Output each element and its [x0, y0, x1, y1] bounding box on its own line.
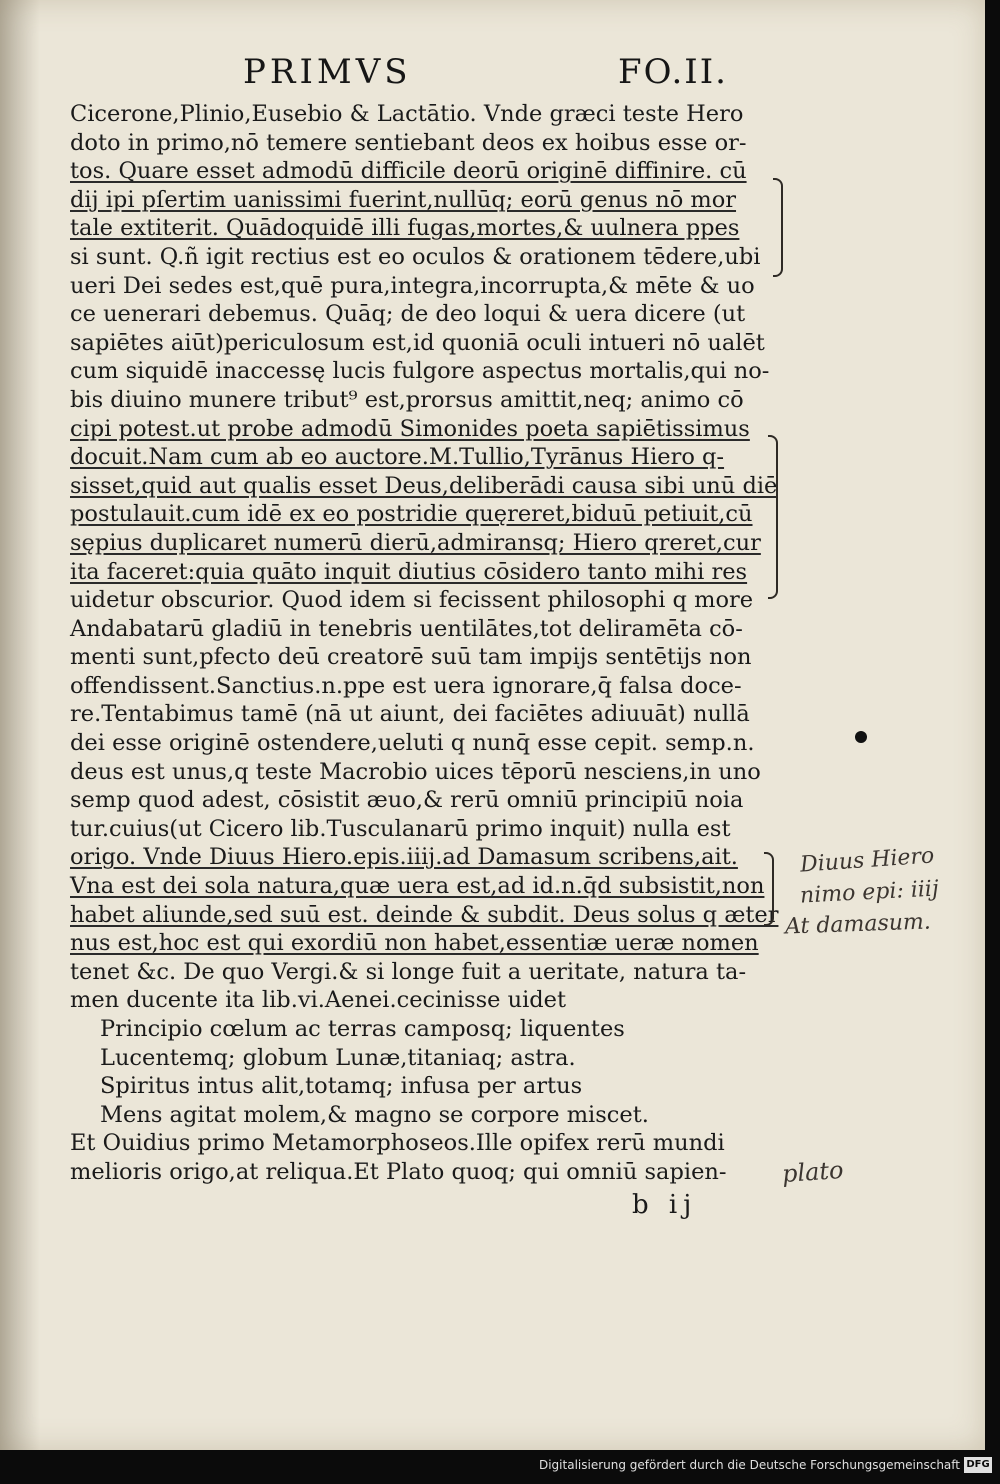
text-line: deus est unus,q teste Macrobio uices tēporū nesciens,in uno	[70, 758, 761, 785]
text-line: Vna est dei sola natura,quæ uera est,ad id.n.q̄d subsistit,non	[70, 873, 765, 900]
text-line: ita faceret:quia quāto inquit diutius cōsidero tanto mihi res	[70, 558, 748, 585]
text-line: postulauit.cum idē ex eo postridie quęreret,biduū petiuit,cū	[70, 501, 753, 528]
marginal-note: nimo epi: iiij	[799, 876, 940, 909]
verse-line: Spiritus intus alit,totamq; infusa per artus	[100, 1073, 583, 1100]
text-line: si sunt. Q.ñ igit rectius est eo oculos & orationem tēdere,ubi	[70, 243, 761, 270]
text-line: dei esse originē ostendere,ueluti q nunq̄ esse cepit. semp.n.	[70, 730, 755, 757]
text-line: bis diuino munere tribut⁹ est,prorsus amittit,neq; animo cō	[70, 386, 744, 413]
margin-bracket	[768, 435, 778, 599]
text-line: tale extiterit. Quādoquidē illi fugas,mortes,& uulnera ppes	[70, 215, 740, 242]
text-line: offendissent.Sanctius.n.ppe est uera ignorare,q̄ falsa doce-	[70, 672, 742, 699]
signature-mark: b ij	[632, 1190, 698, 1220]
ink-dot	[855, 731, 867, 743]
verse-line: Principio cœlum ac terras camposq; liquentes	[100, 1016, 625, 1042]
text-line: docuit.Nam cum ab eo auctore.M.Tullio,Tyrānus Hiero q-	[70, 444, 725, 471]
folio-number: FO.II.	[618, 52, 728, 92]
running-head: PRIMVS	[243, 52, 412, 92]
text-line: tenet &c. De quo Vergi.& si longe fuit a ueritate, natura ta-	[70, 958, 747, 985]
main-text	[70, 100, 779, 1187]
text-line: doto in primo,nō temere sentiebant deos ex hoibus esse or-	[70, 129, 747, 156]
verse-line: Lucentemq; globum Lunæ,titaniaq; astra.	[100, 1044, 576, 1071]
marginal-note: At damasum.	[784, 909, 932, 940]
text-line: habet aliunde,sed suū est. deinde & subdit. Deus solus q æter	[70, 901, 779, 928]
text-line: Et Ouidius primo Metamorphoseos.Ille opifex rerū mundi	[70, 1130, 725, 1157]
text-line: Andabatarū gladiū in tenebris uentilātes,tot deliramēta cō-	[70, 615, 743, 642]
margin-bracket	[764, 852, 774, 926]
text-line: men ducente ita lib.vi.Aenei.cecinisse uidet	[70, 987, 567, 1014]
text-line: sapiētes aiūt)periculosum est,id quoniā oculi intueri nō ualēt	[70, 329, 765, 356]
marginal-note: Diuus Hiero	[799, 843, 936, 878]
funding-credit: Digitalisierung gefördert durch die Deutsche Forschungsgemeinschaft	[538, 1458, 960, 1472]
margin-bracket	[773, 178, 783, 277]
text-line: ce uenerari debemus. Quāq; de deo loqui & uera dicere (ut	[70, 301, 746, 328]
text-line: semp quod adest, cōsistit æuo,& rerū omniū principiū noia	[70, 787, 744, 814]
text-line: tos. Quare esset admodū difficile deorū originē diffinire. cū	[70, 158, 747, 185]
text-line: tur.cuius(ut Cicero lib.Tusculanarū primo inquit) nulla est	[70, 815, 731, 842]
text-line: Cicerone,Plinio,Eusebio & Lactātio. Vnde græci teste Hero	[70, 101, 744, 127]
text-line: uidetur obscurior. Quod idem si fecissent philosophi q more	[70, 587, 754, 614]
marginal-note: plato	[781, 1155, 845, 1189]
text-line: melioris origo,at reliqua.Et Plato quoq; qui omniū sapien-	[70, 1158, 727, 1185]
text-line: origo. Vnde Diuus Hiero.epis.iiij.ad Damasum scribens,ait.	[70, 844, 738, 871]
text-line: ueri Dei sedes est,quē pura,integra,incorrupta,& mēte & uo	[70, 272, 755, 299]
dfg-logo: DFG	[964, 1457, 992, 1473]
text-line: dij ipi pſertim uanissimi fuerint,nullūq; eorū genus nō mor	[70, 186, 737, 213]
verse-line: Mens agitat molem,& magno se corpore miscet.	[100, 1101, 649, 1128]
text-line: sępius duplicaret numerū dierū,admiransq; Hiero qreret,cur	[70, 529, 761, 556]
footer-bar	[0, 1450, 1000, 1484]
text-line: nus est,hoc est qui exordiū non habet,essentiæ ueræ nomen	[70, 930, 759, 957]
text-line: menti sunt,pfecto deū creatorē suū tam impijs sentētijs non	[70, 644, 752, 671]
text-line: sisset,quid aut qualis esset Deus,deliberādi causa sibi unū diē	[70, 472, 778, 499]
text-line: re.Tentabimus tamē (nā ut aiunt, dei faciētes adiuuāt) nullā	[70, 701, 750, 728]
text-line: cum siquidē inaccessę lucis fulgore aspectus mortalis,qui no-	[70, 358, 770, 385]
text-line: cipi potest.ut probe admodū Simonides poeta sapiētissimus	[70, 415, 750, 442]
